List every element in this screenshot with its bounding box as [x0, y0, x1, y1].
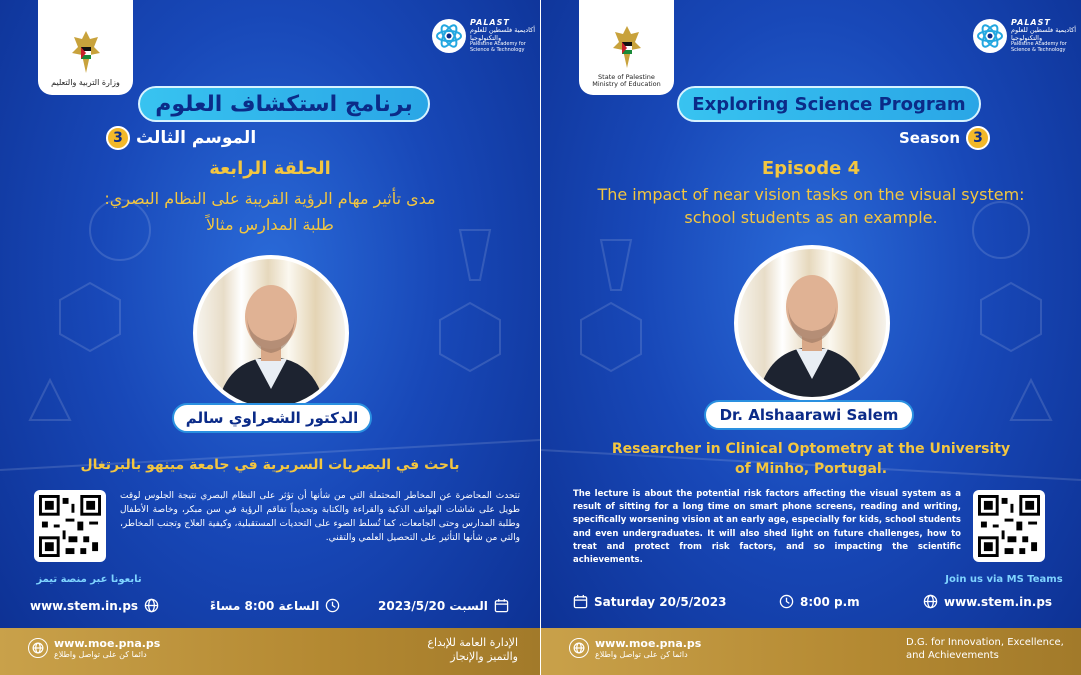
ministry-name: وزارة التربية والتعليم [51, 78, 120, 88]
footer-dept-line-2: والتميز والإنجاز [450, 650, 518, 664]
ministry-logo [579, 0, 674, 95]
footer-department [906, 636, 1064, 662]
footer-bar [541, 628, 1081, 675]
lecture-description: The lecture is about the potential risk factors affecting the visual system as a result of sitting for a long time on smart phone screens, reading and writing, specifically worsening vision at an early age, especially for kids, school students and even undergraduates. It will also shed light on future challenges, how to treat and protect from risk factors, and so impacting the scientific achievements. [573, 489, 961, 565]
footer-dept-line-1: D.G. for Innovation, Excellence, [906, 637, 1064, 648]
english-poster [541, 0, 1081, 675]
speaker-role [541, 440, 1081, 479]
atom-icon [973, 19, 1007, 53]
palast-brand: PALAST [470, 18, 510, 27]
footer-site-text: www.moe.pna.ps [595, 637, 702, 650]
footer-bar [0, 628, 540, 675]
role-line-2: of Minho, Portugal. [734, 460, 888, 477]
program-title: Exploring Science Program [677, 86, 981, 122]
atom-icon [432, 19, 466, 53]
globe-icon [923, 594, 938, 609]
topic-line-2: school students as an example. [684, 208, 938, 227]
footer-dept-line-1: الإدارة العامة للإبداع [427, 636, 518, 649]
globe-icon [569, 638, 589, 658]
footer-tagline: دائما كن على تواصل واطلاع [595, 650, 688, 659]
footer-site[interactable] [569, 637, 701, 659]
qr-code[interactable] [973, 490, 1045, 562]
palast-arabic-name: أكاديمية فلسطين للعلوم والتكنولوجيا [1011, 26, 1077, 42]
speaker-role: باحث في البصريات السريرية في جامعة مينهو بالبرتغال [80, 457, 460, 473]
palast-english-name: Palestine Academy for Science & Technology [470, 41, 526, 54]
footer-department [427, 636, 518, 665]
website-text: www.stem.in.ps [30, 598, 139, 613]
arabic-poster [0, 0, 540, 675]
program-title: برنامج استكشاف العلوم [138, 86, 430, 122]
date-text: Saturday 20/5/2023 [594, 594, 727, 609]
time-text: 8:00 p.m [800, 594, 860, 609]
footer-site-text: www.moe.pna.ps [54, 637, 161, 650]
palestine-eagle-icon [68, 29, 104, 75]
speaker-photo [734, 245, 890, 401]
footer-dept-line-2: and Achievements [906, 650, 999, 661]
season-number: 3 [966, 126, 990, 150]
globe-icon [28, 638, 48, 658]
time-text: الساعة 8:00 مساءً [210, 598, 320, 613]
palast-english-name: Palestine Academy for Science & Technology [1011, 41, 1067, 54]
ministry-line-2: Ministry of Education [592, 79, 661, 88]
speaker-name: الدكتور الشعراوي سالم [172, 403, 372, 433]
calendar-icon [573, 594, 588, 609]
topic-line-2: طلبة المدارس مثالاً [206, 215, 334, 234]
topic-line-1: The impact of near vision tasks on the visual system: [597, 185, 1025, 204]
season-number: 3 [106, 126, 130, 150]
topic-line-1: مدى تأثير مهام الرؤية القريبة على النظام البصري: [104, 189, 436, 208]
palast-brand: PALAST [1011, 18, 1051, 27]
palestine-eagle-icon [609, 24, 645, 70]
ministry-logo [38, 0, 133, 95]
ministry-line-1: State of Palestine [598, 72, 655, 81]
date-text: السبت 2023/5/20 [378, 598, 488, 613]
follow-teams: تابعونا عبر منصة تيمز [36, 574, 142, 585]
qr-icon [39, 495, 101, 557]
season-row [106, 126, 256, 150]
time-info [210, 598, 340, 613]
website-text: www.stem.in.ps [944, 594, 1053, 609]
season-label: الموسم الثالث [136, 128, 257, 148]
palast-logo [973, 18, 1081, 54]
qr-code[interactable] [34, 490, 106, 562]
season-row [899, 126, 990, 150]
time-info [779, 594, 860, 609]
date-info [573, 594, 726, 609]
calendar-icon [494, 598, 509, 613]
episode-title: الحلقة الرابعة [209, 158, 331, 179]
speaker-photo [193, 255, 349, 411]
globe-icon [144, 598, 159, 613]
date-info [378, 598, 509, 613]
footer-site[interactable] [28, 637, 160, 659]
follow-teams: Join us via MS Teams [945, 574, 1063, 585]
role-line-1: Researcher in Clinical Optometry at the University [611, 441, 1011, 457]
website-link[interactable] [30, 598, 159, 613]
website-link[interactable] [923, 594, 1052, 609]
episode-title: Episode 4 [761, 158, 861, 179]
footer-tagline: دائما كن على تواصل واطلاع [54, 650, 147, 659]
speaker-name: Dr. Alshaarawi Salem [704, 400, 914, 430]
lecture-description: تتحدث المحاضرة عن المخاطر المحتملة التي من شأنها أن تؤثر على النظام البصري نتيجة الجلوس لوقت طويل على شاشات الهواتف الذكية والقراءة والكتابة وتحديداً تفاقم الرؤية في سن مبكر، وخاصة الأطفال وطلبة المدارس وحتى الجامعات، كما تُسلط الضوء على التحديات المستقبلية، وكيفية العلاج وتجنب المخاطر، والتي من شأنها التأثير على التحصيل العلمي والتقني. [120, 491, 520, 543]
palast-logo [432, 18, 540, 54]
clock-icon [325, 598, 340, 613]
season-label: Season [899, 129, 961, 147]
qr-icon [978, 495, 1040, 557]
palast-arabic-name: أكاديمية فلسطين للعلوم والتكنولوجيا [470, 26, 536, 42]
clock-icon [779, 594, 794, 609]
